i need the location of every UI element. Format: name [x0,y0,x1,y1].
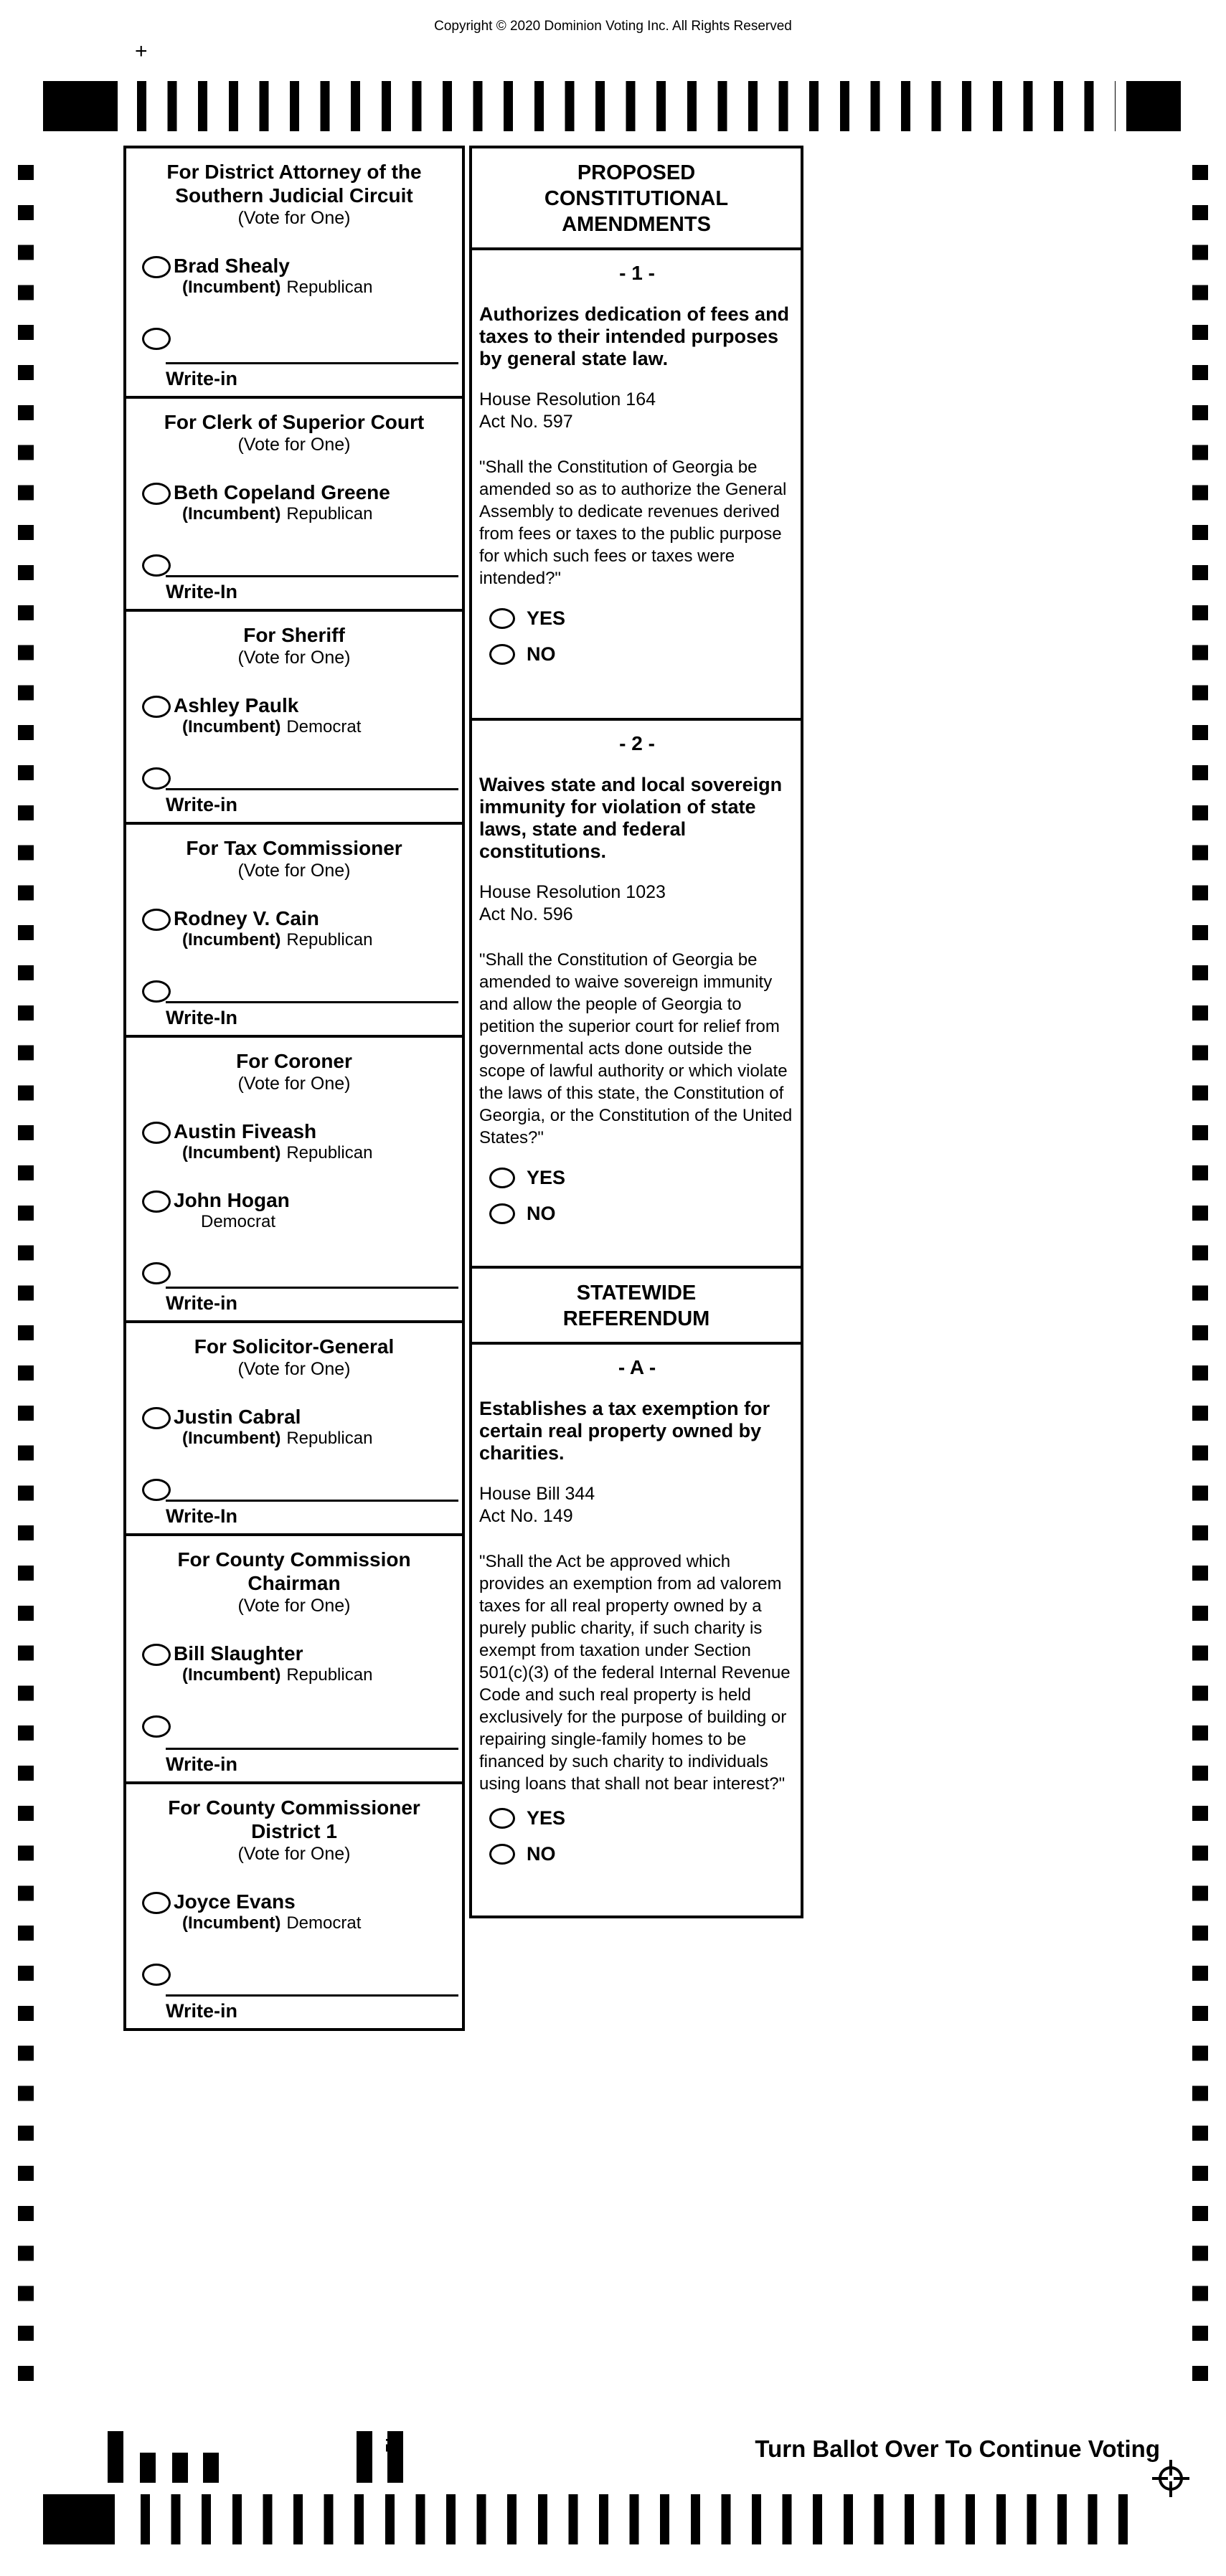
vote-for-one-label: (Vote for One) [237,435,351,455]
no-oval[interactable] [489,1203,515,1224]
measure-summary: Waives state and local sovereign immunity for violation of state laws, state and federal constitutions. [479,774,783,862]
measure-references: House Resolution 1023 Act No. 596 [479,882,666,924]
candidate-row [126,481,462,524]
party-label: Republican [286,504,373,524]
timing-marks-right [1192,165,1208,2381]
contest-title: For Coroner [236,1050,352,1072]
no-oval[interactable] [489,1844,515,1865]
write-in-row [126,1261,462,1284]
yes-label: YES [527,607,566,629]
write-in-oval[interactable] [142,1964,171,1986]
candidate-name: Ashley Paulk [174,694,299,716]
contest-title: For County Commission Chairman [177,1548,411,1594]
vote-for-one-label: (Vote for One) [237,1074,351,1094]
write-in-area[interactable] [166,1994,458,2022]
contest-title: For District Attorney of the Southern Judicial Circuit [166,161,422,207]
stub-number: 42 [382,2434,399,2454]
incumbent-label: (Incumbent) [182,717,281,737]
referendum-a [472,1356,801,1916]
stub-barcode-bar [172,2453,188,2483]
candidate-row [126,255,462,298]
no-label: NO [527,1843,556,1865]
write-in-label: Write-In [166,1007,237,1028]
contest-title: For Clerk of Superior Court [164,411,425,433]
candidate-row [126,1890,462,1933]
incumbent-label: (Incumbent) [182,1143,281,1162]
candidate-name: Austin Fiveash [174,1120,317,1142]
registration-crosshair-icon [1151,2458,1191,2502]
timing-block-top-left [43,81,118,131]
candidate-name: Joyce Evans [174,1890,296,1913]
timing-marks-top [137,81,1116,131]
candidate-oval[interactable] [142,696,171,718]
party-label: Republican [286,278,373,297]
write-in-oval[interactable] [142,554,171,577]
amendment-1 [472,262,801,721]
contest-county-commissioner-district-1 [126,1784,462,2028]
party-label: Republican [286,1665,373,1685]
candidate-oval[interactable] [142,483,171,505]
write-in-label: Write-In [166,1505,237,1527]
candidate-oval[interactable] [142,1407,171,1429]
measure-question: "Shall the Constitution of Georgia be amended to waive sovereign immunity and allow the people of Georgia to petition the superior court for relief from governmental acts done outside the scope of lawful authority or which violate the laws of this state, the Constitution of Georgia, or the Constitution of the United States?" [479,950,793,1147]
contest-clerk-superior-court [126,399,462,612]
amendment-2 [472,732,801,1269]
vote-for-one-label: (Vote for One) [237,861,351,881]
write-in-row [126,979,462,1002]
contest-district-attorney [126,148,462,399]
registration-plus-mark: + [135,39,148,63]
yes-label: YES [527,1807,566,1829]
yes-oval[interactable] [489,1168,515,1188]
write-in-row [126,766,462,789]
candidate-oval[interactable] [142,1892,171,1914]
yes-choice-row [489,1168,795,1203]
no-choice-row [489,1844,795,1880]
candidate-row [126,1120,462,1163]
yes-label: YES [527,1167,566,1188]
candidate-name: Brad Shealy [174,255,290,277]
vote-for-one-label: (Vote for One) [237,1844,351,1864]
contest-tax-commissioner [126,825,462,1038]
write-in-row [126,326,462,349]
no-label: NO [527,643,556,665]
candidate-name: Beth Copeland Greene [174,481,390,503]
write-in-label: Write-in [166,1292,237,1314]
candidate-party [174,1913,462,1933]
contest-sheriff [126,612,462,825]
incumbent-label: (Incumbent) [182,278,281,297]
stub-barcode-bar [203,2453,219,2483]
measure-choices [489,1168,795,1239]
contest-title: For Sheriff [243,624,345,646]
timing-marks-bottom [141,2494,1138,2544]
measure-references: House Resolution 164 Act No. 597 [479,389,656,432]
candidate-oval[interactable] [142,1644,171,1666]
incumbent-label: (Incumbent) [182,1429,281,1448]
measure-choices [489,608,795,680]
write-in-label: Write-in [166,368,237,389]
write-in-area[interactable] [166,788,458,816]
party-label: Democrat [286,1913,362,1933]
contests-column [123,146,465,2031]
yes-oval[interactable] [489,608,515,629]
write-in-label: Write-In [166,581,237,602]
contest-solicitor-general [126,1323,462,1536]
no-choice-row [489,1203,795,1239]
party-label: Democrat [286,717,362,737]
stub-barcode-bar [140,2453,156,2483]
yes-oval[interactable] [489,1808,515,1829]
incumbent-label: (Incumbent) [182,1665,281,1685]
stub-barcode-bar [357,2431,372,2483]
no-label: NO [527,1203,556,1224]
candidate-oval[interactable] [142,1122,171,1144]
write-in-area[interactable] [166,1500,458,1528]
contest-county-commission-chairman [126,1536,462,1784]
measure-number: - A - [618,1356,656,1378]
no-choice-row [489,644,795,680]
incumbent-label: (Incumbent) [182,1913,281,1933]
measure-references: House Bill 344 Act No. 149 [479,1484,595,1526]
party-label: Republican [286,930,373,950]
contest-title: For Tax Commissioner [186,837,402,859]
measure-number: - 2 - [619,732,655,754]
copyright-text: Copyright © 2020 Dominion Voting Inc. All Rights Reserved [434,19,792,34]
write-in-row [126,1477,462,1500]
candidate-row [126,907,462,950]
write-in-area[interactable] [166,1748,458,1776]
candidate-name: Bill Slaughter [174,1642,303,1665]
candidate-party [174,717,462,737]
write-in-oval[interactable] [142,328,171,350]
candidate-party [174,1429,462,1449]
write-in-row [126,553,462,576]
write-in-label: Write-in [166,1753,237,1775]
write-in-oval[interactable] [142,1262,171,1284]
write-in-oval[interactable] [142,1715,171,1738]
measure-number: - 1 - [619,262,655,284]
party-label: Republican [286,1429,373,1448]
vote-for-one-label: (Vote for One) [237,1596,351,1616]
incumbent-label: (Incumbent) [182,504,281,524]
candidate-oval[interactable] [142,909,171,931]
write-in-oval[interactable] [142,1479,171,1501]
measure-summary: Establishes a tax exemption for certain real property owned by charities. [479,1398,770,1464]
candidate-party [174,278,462,298]
measure-choices [489,1808,795,1880]
timing-marks-left [18,165,34,2381]
write-in-area[interactable] [166,1287,458,1315]
candidate-oval[interactable] [142,1190,171,1213]
candidate-party [174,504,462,524]
measure-question: "Shall the Constitution of Georgia be amended so as to authorize the General Assembly to dedicate revenues derived from fees or taxes to the public purpose for which such fees or taxes were intended?" [479,458,787,588]
candidate-party [174,1665,462,1685]
no-oval[interactable] [489,644,515,665]
yes-choice-row [489,608,795,644]
write-in-area[interactable] [166,575,458,603]
candidate-row [126,694,462,737]
candidate-party [174,1143,462,1163]
measure-question: "Shall the Act be approved which provides an exemption from ad valorem taxes for all real property owned by a purely public charity, if such charity is exempt from taxation under Section 501(c)(3) of the federal Internal Revenue Code and such real property is held exclusively for the purpose of building or repairing single-family homes to be financed by such charity to individuals using loans that shall not bear interest?" [479,1552,791,1794]
candidate-row [126,1189,462,1232]
candidate-name: Rodney V. Cain [174,907,319,929]
contest-title: For Solicitor-General [194,1335,395,1358]
vote-for-one-label: (Vote for One) [237,208,351,228]
write-in-oval[interactable] [142,767,171,790]
measure-summary: Authorizes dedication of fees and taxes to their intended purposes by general state law. [479,303,790,369]
candidate-row [126,1406,462,1449]
contest-coroner [126,1038,462,1323]
party-label: Democrat [201,1212,276,1231]
write-in-label: Write-in [166,2000,237,2022]
write-in-label: Write-in [166,794,237,815]
write-in-row [126,1714,462,1737]
stub-barcode-bar [108,2431,123,2483]
candidate-name: John Hogan [174,1189,290,1211]
incumbent-label: (Incumbent) [182,930,281,950]
turn-ballot-over-text: Turn Ballot Over To Continue Voting [755,2435,1160,2462]
write-in-oval[interactable] [142,980,171,1003]
party-label: Republican [286,1143,373,1162]
vote-for-one-label: (Vote for One) [237,648,351,668]
timing-block-bottom-left [43,2494,115,2544]
write-in-row [126,1962,462,1985]
referendum-header: STATEWIDE REFERENDUM [472,1269,801,1345]
measures-column [469,146,803,1918]
candidate-name: Justin Cabral [174,1406,301,1428]
candidate-row [126,1642,462,1685]
contest-title: For County Commissioner District 1 [168,1796,420,1842]
yes-choice-row [489,1808,795,1844]
candidate-party [174,1212,462,1232]
write-in-area[interactable] [166,1001,458,1029]
candidate-oval[interactable] [142,256,171,278]
candidate-party [174,930,462,950]
write-in-area[interactable] [166,362,458,390]
amendments-header: PROPOSED CONSTITUTIONAL AMENDMENTS [472,148,801,250]
timing-block-top-right [1126,81,1181,131]
vote-for-one-label: (Vote for One) [237,1359,351,1379]
